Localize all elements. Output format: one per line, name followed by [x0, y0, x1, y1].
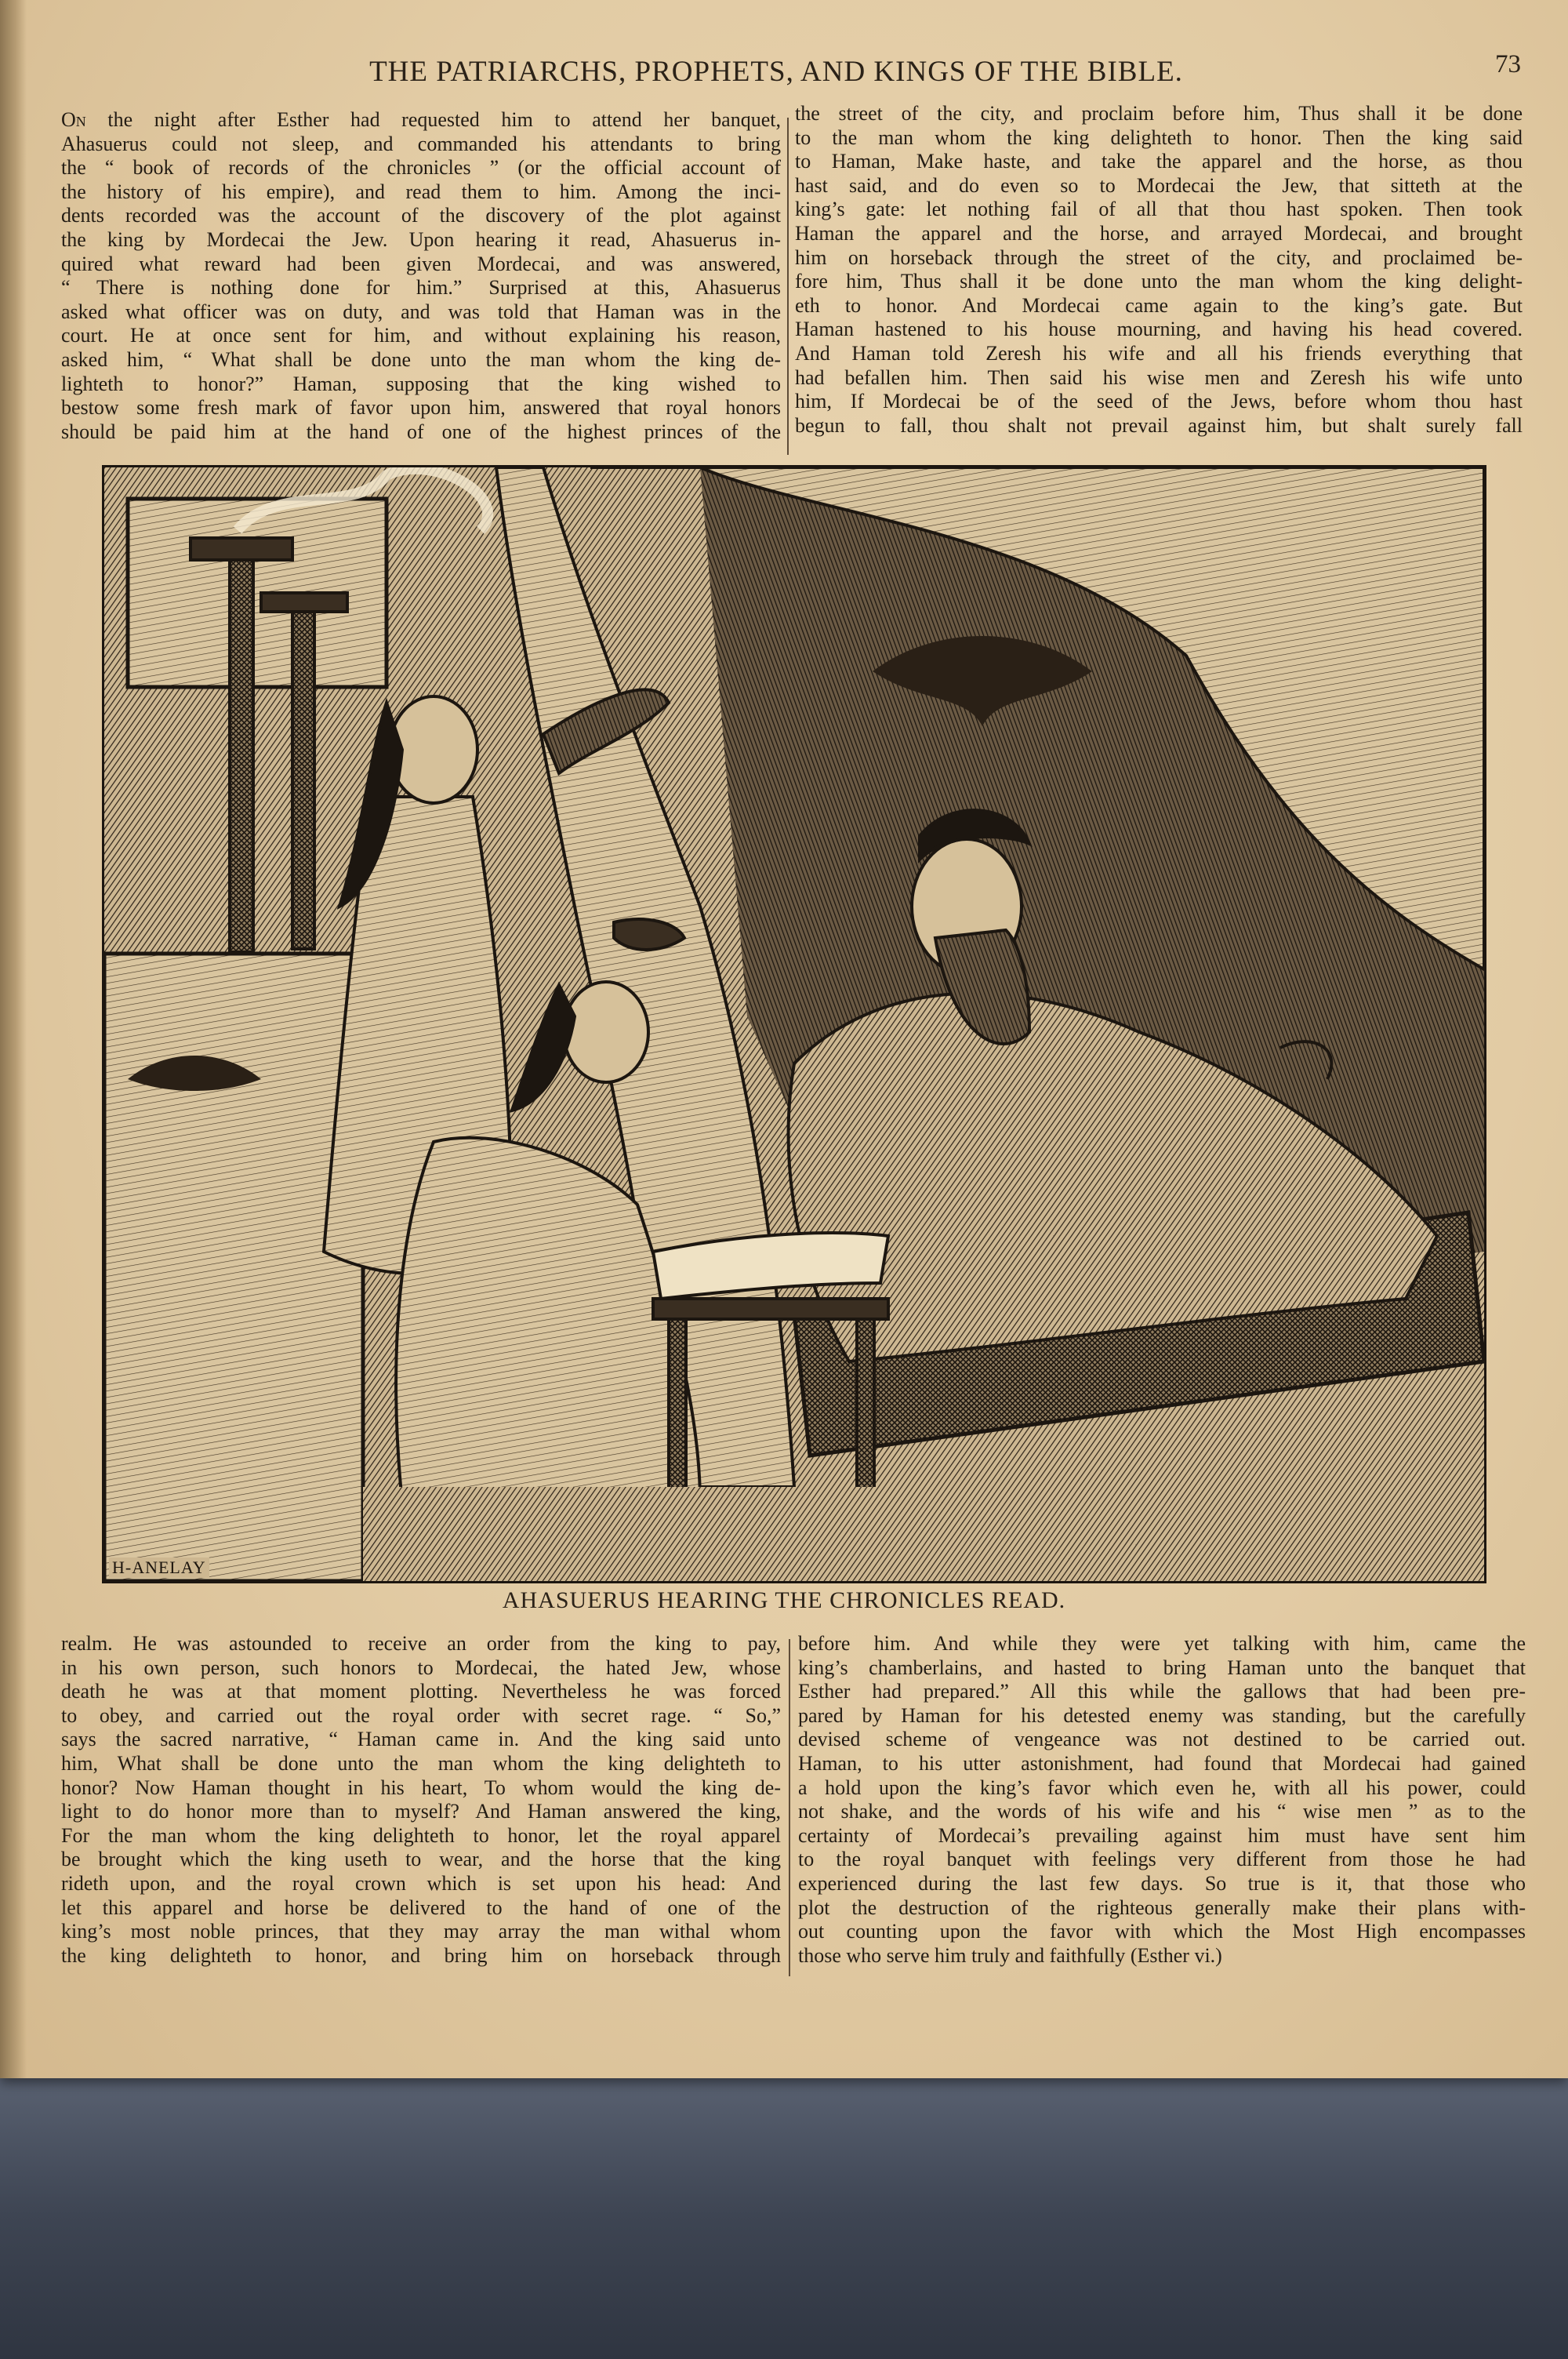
text-line: bestow some fresh mark of favor upon him, answered that royal honors: [61, 396, 781, 420]
text-line: Esther had prepared.” All this while the gallows that had been pre-: [798, 1680, 1526, 1703]
text-line: the king by Mordecai the Jew. Upon hearing it read, Ahasuerus in-: [61, 227, 781, 251]
text-line: king’s chamberlains, and hasted to bring Haman unto the banquet that: [798, 1656, 1526, 1679]
engraving-artwork: [104, 467, 1484, 1581]
running-head: THE PATRIARCHS, PROPHETS, AND KINGS OF THE BIBLE.: [369, 56, 1183, 88]
column-divider: [789, 1639, 790, 1976]
text-line: begun to fall, thou shalt not prevail against him, but shalt surely fall: [795, 413, 1523, 437]
text-line: him, What shall be done unto the man whom the king delighteth to: [61, 1751, 781, 1775]
text-line: court. He at once sent for him, and without explaining his reason,: [61, 324, 781, 347]
engraver-signature: H-ANELAY: [109, 1558, 209, 1578]
text-line: And Haman told Zeresh his wife and all his friends everything that: [795, 341, 1523, 365]
text-line: should be paid him at the hand of one of the highest princes of the: [61, 420, 781, 443]
text-line: realm. He was astounded to receive an order from the king to pay,: [61, 1632, 781, 1655]
background-surface: [0, 2070, 1568, 2359]
text-line: to the man whom the king delighteth to honor. Then the king said: [795, 125, 1523, 149]
illustration-caption: AHASUERUS HEARING THE CHRONICLES READ.: [502, 1587, 1066, 1613]
text-line: to the royal banquet with feelings very different from those he had: [798, 1848, 1526, 1871]
text-line: asked what officer was on duty, and was told that Haman was in the: [61, 300, 781, 323]
text-line: hast said, and do even so to Mordecai the Jew, that sitteth at the: [795, 173, 1523, 197]
text-line: king’s gate: let nothing fail of all that thou hast spoken. Then took: [795, 198, 1523, 221]
text-line: death he was at that moment plotting. Nevertheless he was forced: [61, 1680, 781, 1703]
text-line: “ There is nothing done for him.” Surprised at this, Ahasuerus: [61, 276, 781, 300]
text-line: experienced during the last few days. So true is it, that those who: [798, 1871, 1526, 1895]
text-line: the “ book of records of the chronicles ” (or the official account of: [61, 156, 781, 180]
text-line: in his own person, such honors to Mordecai, the hated Jew, whose: [61, 1656, 781, 1679]
text-line: honor? Now Haman thought in his heart, To whom would the king de-: [61, 1776, 781, 1799]
text-line: the street of the city, and proclaim before him, Thus shall it be done: [795, 102, 1523, 125]
text-line: rideth upon, and the royal crown which is set upon his head: And: [61, 1871, 781, 1895]
text-line: him on horseback through the street of the city, and proclaimed be-: [795, 245, 1523, 269]
text-line: out counting upon the favor with which the Most High encompasses: [798, 1920, 1526, 1943]
text-line: those who serve him truly and faithfully (Esther vi.): [798, 1943, 1222, 1967]
text-line: a hold upon the king’s favor which even he, with all his power, could: [798, 1776, 1526, 1799]
text-column-upper-right: [795, 102, 1523, 438]
text-line: fore him, Thus shall it be done unto the man whom the king delight-: [795, 270, 1523, 293]
text-line: to Haman, Make haste, and take the apparel and the horse, as thou: [795, 150, 1523, 173]
page-gutter: [0, 0, 27, 2078]
text-line: had befallen him. Then said his wise men and Zeresh his wife unto: [795, 365, 1523, 389]
text-line: devised scheme of vengeance was not destined to be carried out.: [798, 1728, 1526, 1751]
text-line: lighteth to honor?” Haman, supposing that the king wished to: [61, 372, 781, 395]
text-line: dents recorded was the account of the discovery of the plot against: [61, 204, 781, 227]
text-line: not shake, and the words of his wife and his “ wise men ” as to the: [798, 1800, 1526, 1823]
text-line: pared by Haman for his detested enemy was standing, but the carefully: [798, 1703, 1526, 1727]
text-line: plot the destruction of the righteous generally make their plans with-: [798, 1896, 1526, 1919]
text-line: Haman hastened to his house mourning, and having his head covered.: [795, 318, 1523, 341]
text-line: the history of his empire), and read them to him. Among the inci-: [61, 180, 781, 203]
text-column-lower-right: [798, 1632, 1526, 1968]
lead-word: On: [61, 108, 108, 131]
text-column-upper-left: [61, 108, 781, 444]
text-line: let this apparel and horse be delivered to the hand of one of the: [61, 1896, 781, 1919]
text-column-lower-left: [61, 1632, 781, 1968]
page-number: 73: [1495, 50, 1521, 78]
text-line: king’s most noble princes, that they may array the man withal whom: [61, 1920, 781, 1943]
floor: [363, 1487, 1484, 1581]
text-line: Haman the apparel and the horse, and arrayed Mordecai, and brought: [795, 221, 1523, 245]
text-line: Ahasuerus could not sleep, and commanded his attendants to bring: [61, 132, 781, 155]
text-line: certainty of Mordecai’s prevailing against him must have sent him: [798, 1823, 1526, 1847]
text-line: Haman, to his utter astonishment, had found that Mordecai had gained: [798, 1751, 1526, 1775]
text-line: For the man whom the king delighteth to honor, let the royal apparel: [61, 1823, 781, 1847]
text-line: On the night after Esther had requested him to attend her banquet,: [61, 108, 781, 131]
text-line: to obey, and carried out the royal order with secret rage. “ So,”: [61, 1703, 781, 1727]
engraving-illustration: [102, 465, 1486, 1583]
text-line: light to do honor more than to myself? And Haman answered the king,: [61, 1800, 781, 1823]
text-line: be brought which the king useth to wear, and the horse that the king: [61, 1848, 781, 1871]
column-divider: [787, 118, 789, 455]
text-line: the king delighteth to honor, and bring him on horseback through: [61, 1943, 781, 1967]
text-line: says the sacred narrative, “ Haman came in. And the king said unto: [61, 1728, 781, 1751]
text-line: eth to honor. And Mordecai came again to the king’s gate. But: [795, 293, 1523, 317]
text-line: before him. And while they were yet talking with him, came the: [798, 1632, 1526, 1655]
text-line: quired what reward had been given Mordecai, and was answered,: [61, 252, 781, 275]
text-line: him, If Mordecai be of the seed of the Jews, before whom thou hast: [795, 390, 1523, 413]
text-line: asked him, “ What shall be done unto the man whom the king de-: [61, 347, 781, 371]
cabinet: [104, 954, 363, 1581]
